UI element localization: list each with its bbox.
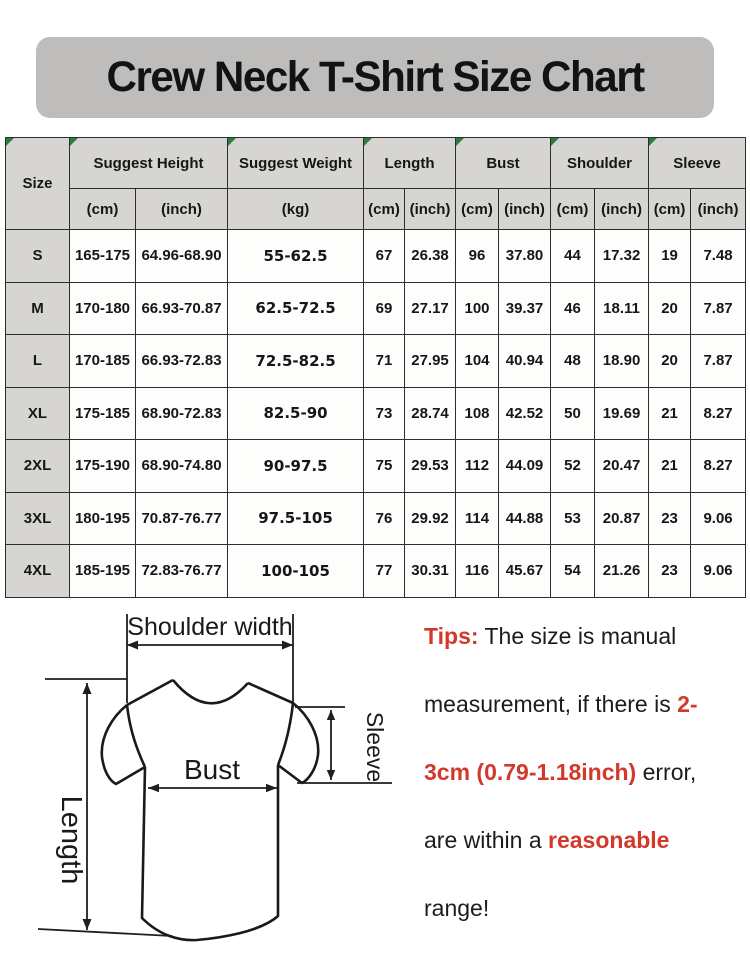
tips-line xyxy=(424,690,739,719)
tshirt-outline xyxy=(102,680,318,940)
value-cell: 66.93-72.83 xyxy=(136,335,228,388)
table-row xyxy=(6,440,746,493)
col-header-suggest-height: Suggest Height xyxy=(70,138,228,189)
value-cell: 53 xyxy=(551,492,595,545)
value-cell: 67 xyxy=(364,230,405,283)
value-cell: 8.27 xyxy=(691,387,746,440)
col-header-bust: Bust xyxy=(456,138,551,189)
table-row xyxy=(6,282,746,335)
value-cell: 20 xyxy=(649,335,691,388)
value-cell: 7.87 xyxy=(691,282,746,335)
value-cell: 64.96-68.90 xyxy=(136,230,228,283)
tips-line xyxy=(424,894,739,923)
value-cell: 28.74 xyxy=(405,387,456,440)
value-cell: 20 xyxy=(649,282,691,335)
value-cell: 68.90-74.80 xyxy=(136,440,228,493)
value-cell: 71 xyxy=(364,335,405,388)
unit-shoulder-inch: (inch) xyxy=(595,189,649,230)
value-cell: 7.48 xyxy=(691,230,746,283)
unit-height-cm: (cm) xyxy=(70,189,136,230)
value-cell: 69 xyxy=(364,282,405,335)
tips-line xyxy=(424,758,739,787)
value-cell: 104 xyxy=(456,335,499,388)
page-title: Crew Neck T-Shirt Size Chart xyxy=(106,53,644,101)
value-cell: 97.5-105 xyxy=(228,492,364,545)
value-cell: 96 xyxy=(456,230,499,283)
value-cell: 27.95 xyxy=(405,335,456,388)
value-cell: 21 xyxy=(649,387,691,440)
tips-text: The size is manual xyxy=(478,623,677,649)
value-cell: 9.06 xyxy=(691,545,746,598)
unit-shoulder-cm: (cm) xyxy=(551,189,595,230)
tips-block xyxy=(424,622,739,962)
size-chart-table xyxy=(5,137,746,598)
value-cell: 44.09 xyxy=(499,440,551,493)
value-cell: 39.37 xyxy=(499,282,551,335)
value-cell: 44 xyxy=(551,230,595,283)
bottom-section xyxy=(0,608,750,975)
table-row xyxy=(6,492,746,545)
value-cell: 48 xyxy=(551,335,595,388)
size-cell: XL xyxy=(6,387,70,440)
tips-line xyxy=(424,622,739,651)
table-row xyxy=(6,335,746,388)
value-cell: 30.31 xyxy=(405,545,456,598)
value-cell: 62.5-72.5 xyxy=(228,282,364,335)
value-cell: 8.27 xyxy=(691,440,746,493)
value-cell: 44.88 xyxy=(499,492,551,545)
value-cell: 27.17 xyxy=(405,282,456,335)
value-cell: 66.93-70.87 xyxy=(136,282,228,335)
value-cell: 77 xyxy=(364,545,405,598)
unit-sleeve-inch: (inch) xyxy=(691,189,746,230)
value-cell: 46 xyxy=(551,282,595,335)
unit-length-inch: (inch) xyxy=(405,189,456,230)
col-header-shoulder: Shoulder xyxy=(551,138,649,189)
size-cell: S xyxy=(6,230,70,283)
value-cell: 37.80 xyxy=(499,230,551,283)
value-cell: 180-195 xyxy=(70,492,136,545)
value-cell: 108 xyxy=(456,387,499,440)
value-cell: 100-105 xyxy=(228,545,364,598)
value-cell: 90-97.5 xyxy=(228,440,364,493)
bust-label: Bust xyxy=(183,754,241,785)
value-cell: 20.87 xyxy=(595,492,649,545)
value-cell: 185-195 xyxy=(70,545,136,598)
value-cell: 23 xyxy=(649,492,691,545)
unit-weight-kg: (kg) xyxy=(228,189,364,230)
value-cell: 17.32 xyxy=(595,230,649,283)
tips-text: are within a xyxy=(424,827,549,853)
value-cell: 21.26 xyxy=(595,545,649,598)
value-cell: 19.69 xyxy=(595,387,649,440)
value-cell: 42.52 xyxy=(499,387,551,440)
value-cell: 21 xyxy=(649,440,691,493)
value-cell: 19 xyxy=(649,230,691,283)
size-cell: 4XL xyxy=(6,545,70,598)
table-row xyxy=(6,545,746,598)
size-cell: 2XL xyxy=(6,440,70,493)
value-cell: 29.53 xyxy=(405,440,456,493)
size-cell: 3XL xyxy=(6,492,70,545)
value-cell: 76 xyxy=(364,492,405,545)
sleeve-label: Sleeve xyxy=(362,711,388,783)
value-cell: 50 xyxy=(551,387,595,440)
value-cell: 170-185 xyxy=(70,335,136,388)
tips-text: measurement, if there is xyxy=(424,691,678,717)
value-cell: 175-185 xyxy=(70,387,136,440)
value-cell: 9.06 xyxy=(691,492,746,545)
value-cell: 165-175 xyxy=(70,230,136,283)
value-cell: 18.90 xyxy=(595,335,649,388)
value-cell: 26.38 xyxy=(405,230,456,283)
value-cell: 72.83-76.77 xyxy=(136,545,228,598)
value-cell: 54 xyxy=(551,545,595,598)
value-cell: 52 xyxy=(551,440,595,493)
unit-sleeve-cm: (cm) xyxy=(649,189,691,230)
value-cell: 72.5-82.5 xyxy=(228,335,364,388)
value-cell: 45.67 xyxy=(499,545,551,598)
value-cell: 20.47 xyxy=(595,440,649,493)
tips-highlight: reasonable xyxy=(548,827,670,853)
table-row xyxy=(6,230,746,283)
title-banner xyxy=(36,37,714,118)
col-header-size: Size xyxy=(6,138,70,230)
length-label: Length xyxy=(55,795,87,885)
arrowheads xyxy=(83,641,336,931)
unit-length-cm: (cm) xyxy=(364,189,405,230)
value-cell: 40.94 xyxy=(499,335,551,388)
value-cell: 116 xyxy=(456,545,499,598)
tips-highlight: 3cm (0.79-1.18inch) xyxy=(424,759,637,785)
value-cell: 18.11 xyxy=(595,282,649,335)
value-cell: 29.92 xyxy=(405,492,456,545)
size-cell: L xyxy=(6,335,70,388)
value-cell: 170-180 xyxy=(70,282,136,335)
col-header-length: Length xyxy=(364,138,456,189)
value-cell: 55-62.5 xyxy=(228,230,364,283)
value-cell: 23 xyxy=(649,545,691,598)
tips-highlight: Tips: xyxy=(424,623,479,649)
unit-bust-cm: (cm) xyxy=(456,189,499,230)
tips-text: error, xyxy=(636,759,697,785)
table-row xyxy=(6,387,746,440)
value-cell: 68.90-72.83 xyxy=(136,387,228,440)
shoulder-width-label: Shoulder width xyxy=(127,613,293,641)
unit-height-inch: (inch) xyxy=(136,189,228,230)
value-cell: 70.87-76.77 xyxy=(136,492,228,545)
col-header-sleeve: Sleeve xyxy=(649,138,746,189)
tips-highlight: 2- xyxy=(677,691,698,717)
value-cell: 7.87 xyxy=(691,335,746,388)
col-header-suggest-weight: Suggest Weight xyxy=(228,138,364,189)
tips-line xyxy=(424,826,739,855)
value-cell: 114 xyxy=(456,492,499,545)
value-cell: 175-190 xyxy=(70,440,136,493)
value-cell: 82.5-90 xyxy=(228,387,364,440)
unit-bust-inch: (inch) xyxy=(499,189,551,230)
size-cell: M xyxy=(6,282,70,335)
tshirt-measurement-diagram xyxy=(20,608,415,974)
value-cell: 112 xyxy=(456,440,499,493)
value-cell: 75 xyxy=(364,440,405,493)
value-cell: 73 xyxy=(364,387,405,440)
size-table-body xyxy=(6,230,746,598)
tips-text: range! xyxy=(424,895,490,921)
value-cell: 100 xyxy=(456,282,499,335)
